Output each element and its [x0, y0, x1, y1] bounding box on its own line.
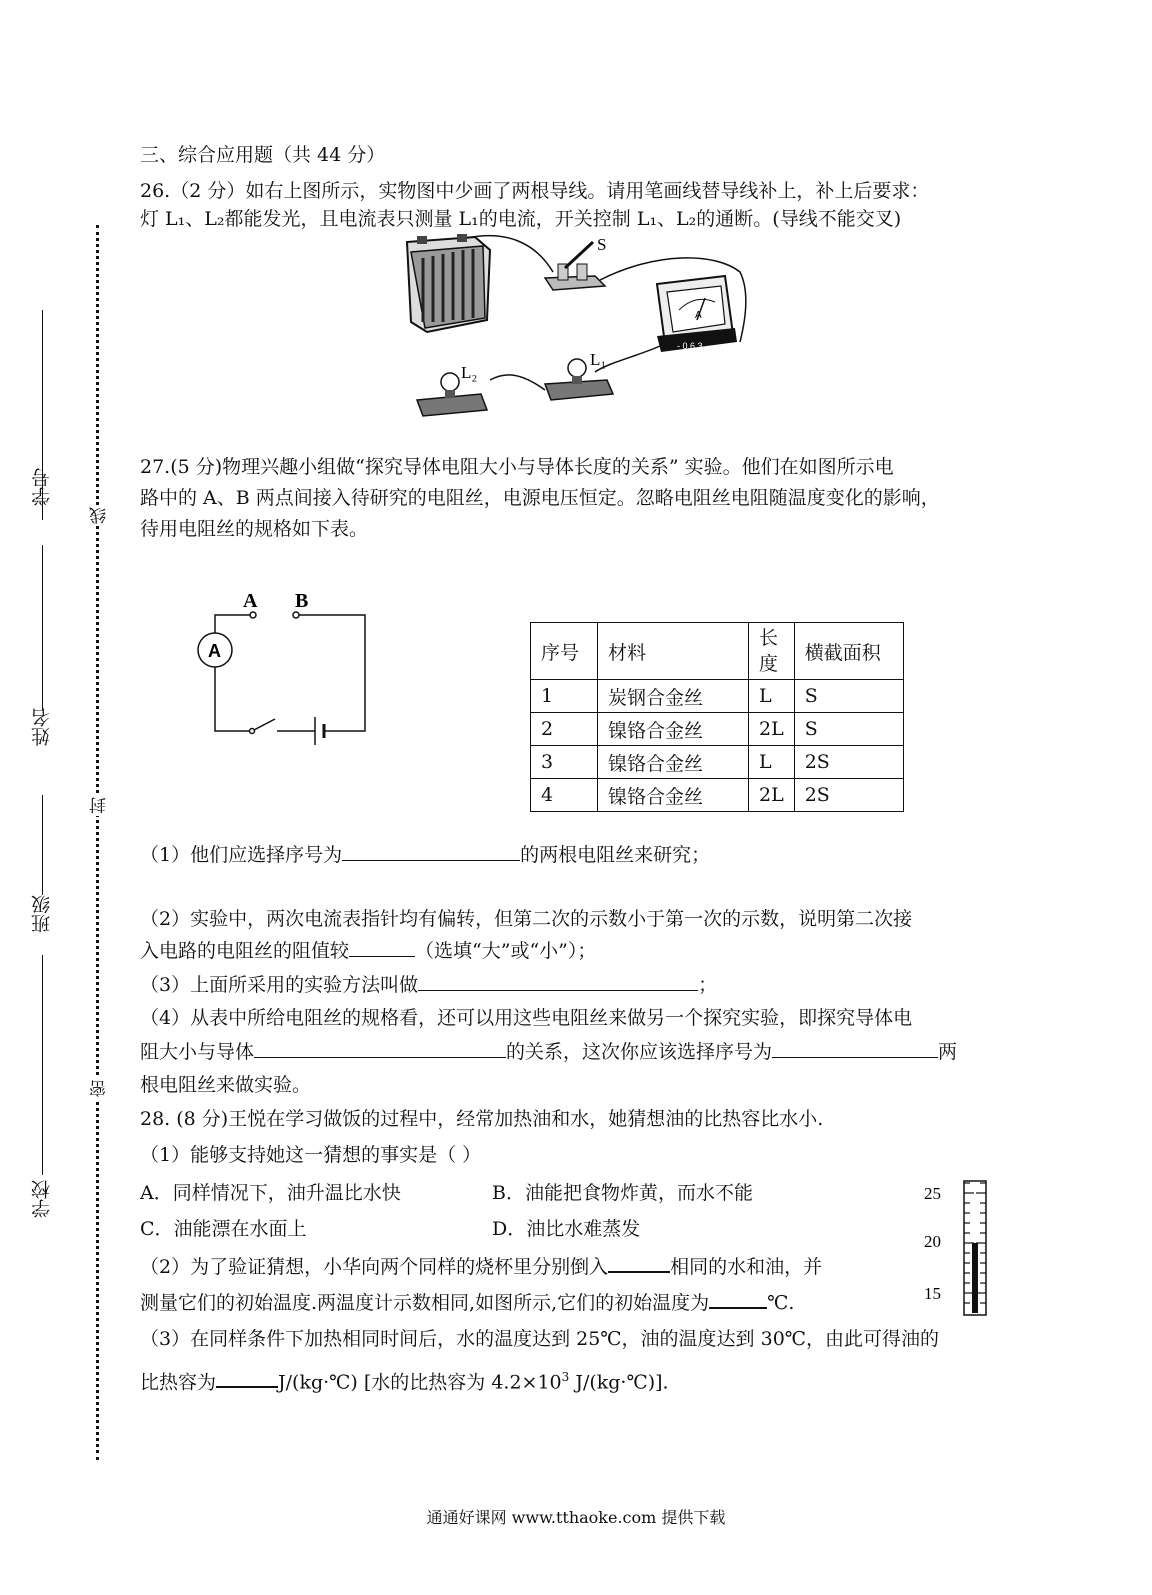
q28-option-a[interactable]: A．同样情况下，油升温比水快 [140, 1182, 401, 1204]
q28-option-d[interactable]: D．油比水难蒸发 [492, 1218, 641, 1240]
section-title: 三、综合应用题（共 44 分） [140, 144, 386, 166]
battery-icon [407, 234, 490, 332]
school-line [42, 955, 43, 1175]
name-line [42, 545, 43, 710]
ammeter-label: A [695, 310, 702, 321]
answer-blank-7[interactable] [709, 1289, 767, 1309]
table-cell: S [794, 680, 903, 713]
table-cell: 2S [794, 746, 903, 779]
page-footer: 通通好课网 www.tthaoke.com 提供下载 [426, 1508, 726, 1527]
q28-part2-line2: 测量它们的初始温度.两温度计示数相同,如图所示,它们的初始温度为 ℃. [140, 1289, 794, 1316]
q28-line1: 28. (8 分)王悦在学习做饭的过程中，经常加热油和水，她猜想油的比热容比水小. [140, 1108, 824, 1130]
lamp-l2-label: L₂ [461, 363, 478, 382]
table-cell: 1 [531, 680, 598, 713]
q27-part4-line3: 根电阻丝来做实验。 [140, 1074, 312, 1096]
seal-char-line: 线 [87, 505, 112, 526]
answer-blank-8[interactable] [216, 1368, 278, 1388]
table-cell: 镍铬合金丝 [598, 746, 749, 779]
student-id-label: 学号 [31, 468, 53, 506]
q28-option-b[interactable]: B．油能把食物炸黄，而水不能 [492, 1182, 753, 1204]
table-cell: 3 [531, 746, 598, 779]
school-label: 学校 [31, 1180, 53, 1218]
switch-symbol-blade [254, 719, 275, 730]
table-cell: 炭钢合金丝 [598, 680, 749, 713]
table-cell: 2L [749, 713, 795, 746]
q27-line1: 27.(5 分)物理兴趣小组做“探究导体电阻大小与导体长度的关系” 实验。他们在如图所示电 [140, 456, 894, 478]
q28-option-c[interactable]: C．油能漂在水面上 [140, 1218, 307, 1240]
answer-blank-3[interactable] [418, 972, 698, 991]
q26-line2: 灯 L₁、L₂都能发光，且电流表只测量 L₁的电流，开关控制 L₁、L₂的通断。(导线不能交叉) [140, 208, 902, 230]
q27-part1: （1）他们应选择序号为 的两根电阻丝来研究； [140, 844, 711, 866]
class-line [42, 795, 43, 895]
ammeter-symbol-label: A [208, 641, 221, 661]
thermo-label-20: 20 [924, 1232, 941, 1251]
switch-symbol-pivot [250, 729, 255, 734]
q27-line3: 待用电阻丝的规格如下表。 [140, 518, 369, 540]
table-row [531, 746, 904, 779]
terminal-a-label: A [243, 590, 258, 612]
q27-part2-line2: 入电路的电阻丝的阻值较 （选填“大”或“小”）； [140, 940, 597, 962]
q27-circuit-schematic [195, 585, 380, 755]
thermo-label-25: 25 [924, 1184, 941, 1203]
name-label: 姓名 [31, 708, 53, 746]
seal-char-secret: 密 [87, 1078, 112, 1099]
table-row [531, 713, 904, 746]
q27-part4-line1: （4）从表中所给电阻丝的规格看，还可以用这些电阻丝来做另一个探究实验，即探究导体电 [140, 1007, 913, 1029]
q28-part1: （1）能够支持她这一猜想的事实是（ ） [140, 1144, 482, 1166]
terminal-a-dot [250, 612, 256, 618]
answer-blank-4[interactable] [254, 1039, 506, 1058]
lamp-l1-label: L₁ [590, 350, 607, 369]
resistance-wire-table [530, 622, 904, 812]
table-cell: 2L [749, 779, 795, 812]
class-label: 班级 [31, 895, 53, 933]
thermo-label-15: 15 [924, 1284, 941, 1303]
table-cell: 4 [531, 779, 598, 812]
q27-part2-line1: （2）实验中，两次电流表指针均有偏转，但第二次的示数小于第一次的示数，说明第二次接 [140, 908, 913, 930]
seal-dotted-line [96, 225, 99, 1460]
terminal-b-dot [293, 612, 299, 618]
table-row [531, 779, 904, 812]
switch-icon [545, 242, 605, 290]
table-header-cell: 材料 [598, 623, 749, 680]
table-cell: 镍铬合金丝 [598, 713, 749, 746]
table-cell: S [794, 713, 903, 746]
table-cell: L [749, 746, 795, 779]
q26-line1: 26.（2 分）如右上图所示，实物图中少画了两根导线。请用笔画线替导线补上，补上后要求： [140, 180, 930, 202]
ammeter-terminals-label: - 0.6 3 [677, 341, 703, 351]
table-header-cell: 长度 [749, 623, 795, 680]
table-cell: 2 [531, 713, 598, 746]
table-header-row [531, 623, 904, 680]
answer-blank-6[interactable] [608, 1253, 670, 1273]
answer-blank-5[interactable] [772, 1039, 938, 1058]
seal-char-seal: 封 [87, 795, 112, 816]
table-cell: 镍铬合金丝 [598, 779, 749, 812]
table-cell: L [749, 680, 795, 713]
q27-part4-line2: 阻大小与导体 的关系，这次你应该选择序号为 两 [140, 1041, 958, 1063]
thermometer-liquid-column [972, 1243, 978, 1313]
table-cell: 2S [794, 779, 903, 812]
q28-part3-line2: 比热容为 J/(kg·℃) [水的比热容为 $4.2\times 10^3$ J/(kg·℃)]. [140, 1370, 669, 1394]
q28-part3-line1: （3）在同样条件下加热相同时间后，水的温度达到 25℃，油的温度达到 30℃，由此可得油的 [140, 1328, 940, 1350]
thermometer-illustration [920, 1175, 1010, 1320]
q27-line2: 路中的 A、B 两点间接入待研究的电阻丝，电源电压恒定。忽略电阻丝电阻随温度变化的影响， [140, 487, 940, 509]
table-header-cell: 横截面积 [794, 623, 903, 680]
table-header-cell: 序号 [531, 623, 598, 680]
answer-blank-1[interactable] [342, 842, 520, 861]
table-row [531, 680, 904, 713]
terminal-b-label: B [295, 590, 309, 612]
switch-label: S [597, 235, 607, 254]
answer-blank-2[interactable] [349, 938, 415, 957]
q28-part2-line1: （2）为了验证猜想，小华向两个同样的烧杯里分别倒入 相同的水和油，并 [140, 1253, 822, 1280]
q27-part3: （3）上面所采用的实验方法叫做 ； [140, 974, 718, 996]
q26-circuit-illustration [395, 232, 765, 417]
